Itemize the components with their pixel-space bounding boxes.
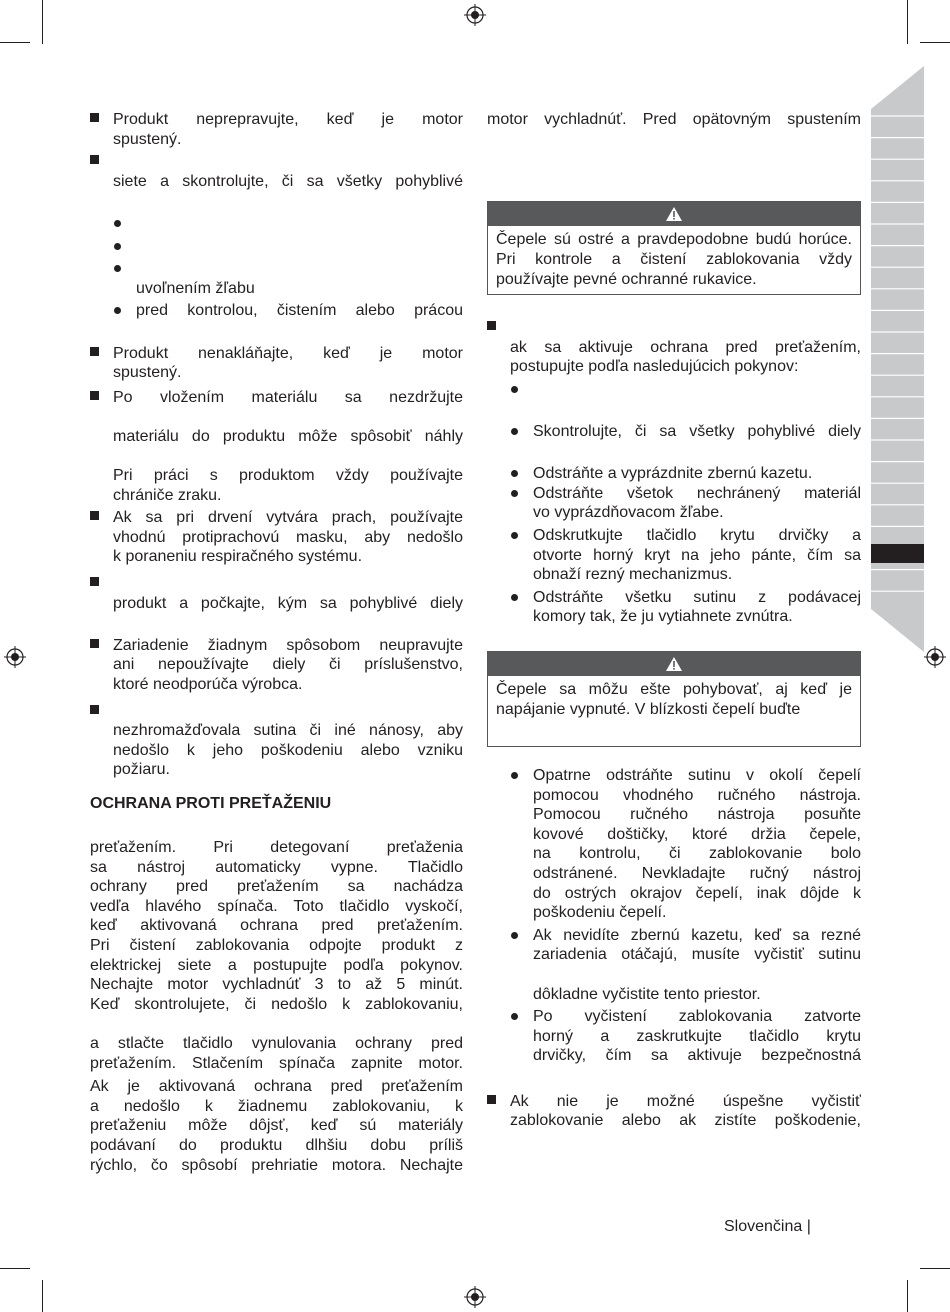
text-line: ani nepoužívajte diely či príslušenstvo, — [113, 656, 463, 674]
sub-bullet — [487, 926, 861, 1004]
registration-mark-icon — [924, 646, 946, 668]
safety-bullet — [90, 574, 463, 633]
crop-mark — [920, 1268, 950, 1269]
text-line: sa nástroj automaticky vypne. Tlačidlo — [90, 858, 463, 876]
warning-text: Čepele sú ostré a pravdepodobne budú horúce. Pri kontrole a čistení zablokovania vždy používajte pevné ochranné rukavice. — [496, 231, 852, 288]
right-column-middle — [487, 318, 861, 627]
text-line: rýchlo, čo spôsobí prehriatie motora. Nechajte — [90, 1156, 463, 1174]
text-line: elektrickej siete a postupujte podľa pokynov. — [90, 956, 463, 974]
crop-mark — [920, 42, 950, 43]
text-line: odstránené. Nevkladajte ručný nástroj — [533, 864, 861, 882]
registration-mark-icon — [464, 1286, 486, 1308]
round-bullet-icon — [511, 386, 518, 393]
page-footer-language: Slovenčina | — [724, 1218, 811, 1235]
text-line: Ak je aktivovaná ochrana pred preťažením — [90, 1078, 463, 1096]
text-line: preťažením. Pri detegovaní preťaženia — [90, 839, 463, 856]
text-line: Opatrne odstráňte sutinu v okolí čepelí — [533, 767, 861, 784]
text-line: Odstráňte všetku sutinu z podávacej — [533, 588, 861, 606]
text-line: siete a skontrolujte, či sa všetky pohyblivé — [113, 172, 463, 190]
crop-mark — [42, 1280, 43, 1312]
text-line: a nedošlo k žiadnemu zablokovaniu, k — [90, 1097, 463, 1115]
square-bullet-icon — [487, 321, 496, 330]
text-line: Odstráňte a vyprázdnite zbernú kazetu. — [533, 465, 813, 483]
text-line: preťaženiu môže dôjsť, keď sú materiály — [90, 1117, 463, 1135]
text-line: horný a zaskrutkujte tlačidlo krytu — [533, 1027, 861, 1045]
square-bullet-icon — [90, 113, 99, 122]
text-line: otvorte horný kryt na jeho pánte, čím sa — [533, 546, 861, 564]
warning-box — [487, 651, 861, 747]
square-bullet-icon — [90, 391, 99, 400]
text-line: Pri čistení zablokovania odpojte produkt z — [90, 936, 463, 954]
crop-mark — [0, 42, 30, 43]
round-bullet-icon — [511, 490, 518, 497]
text-line: Nechajte motor vychladnúť 3 to až 5 minút. — [90, 976, 463, 994]
sub-bullet — [90, 237, 463, 257]
sub-bullet — [487, 526, 861, 585]
text-line: Po vyčistení zablokovania zatvorte — [533, 1008, 861, 1026]
text-line: ak sa aktivuje ochrana pred preťažením, — [510, 338, 861, 356]
sub-bullet — [487, 464, 861, 484]
right-column-top — [487, 110, 861, 130]
text-line: nedošlo k jeho poškodeniu alebo vzniku — [113, 741, 463, 759]
text-line: motor vychladnúť. Pred opätovným spustením — [487, 111, 861, 128]
text-line: Ak nevidíte zbernú kazetu, keď sa rezné — [533, 926, 861, 944]
text-line: dôkladne vyčistite tento priestor. — [533, 985, 761, 1003]
text-line: vedľa hlavého spínača. Toto tlačidlo vyskočí, — [90, 897, 463, 915]
text-line: uvoľnením žľabu — [136, 279, 255, 297]
sub-bullet — [487, 766, 861, 923]
right-column-bottom — [487, 766, 861, 1131]
left-column — [90, 110, 463, 1175]
registration-mark-icon — [464, 4, 486, 26]
round-bullet-icon — [114, 265, 121, 272]
sub-bullet — [487, 588, 861, 627]
sub-bullet — [487, 380, 861, 419]
text-line: kovové doštičky, ktoré držia čepele, — [533, 825, 861, 843]
text-line: obnaží rezný mechanizmus. — [533, 566, 733, 584]
section-heading: OCHRANA PROTI PREŤAŽENIU — [90, 795, 332, 812]
warning-header — [488, 202, 860, 226]
warning-header — [488, 652, 860, 676]
text-line: produkt a počkajte, kým sa pohyblivé diely — [113, 594, 463, 612]
paragraph — [90, 1077, 463, 1175]
round-bullet-icon — [511, 532, 518, 539]
text-line: Ak sa pri drvení vytvára prach, používajte — [113, 509, 463, 527]
text-line: zablokovanie alebo ak zistíte poškodenie, — [510, 1112, 861, 1130]
round-bullet-icon — [511, 594, 518, 601]
round-bullet-icon — [114, 220, 121, 227]
text-line: komory tak, že ju vytiahnete zvnútra. — [533, 608, 793, 626]
sub-bullet — [487, 484, 861, 523]
square-bullet-icon — [90, 639, 99, 648]
square-bullet-icon — [90, 511, 99, 520]
text-line: Po vložením materiálu sa nezdržujte — [113, 388, 463, 406]
text-line: Produkt neprepravujte, keď je motor — [113, 111, 463, 128]
text-line: Zariadenie žiadnym spôsobom neupravujte — [113, 636, 463, 654]
text-line: Pomocou ručného nástroja posuňte — [533, 806, 861, 824]
text-line: vhodnú protiprachovú masku, aby nedošlo — [113, 528, 463, 546]
language-tab-active — [871, 544, 924, 563]
crop-mark — [907, 0, 908, 44]
safety-bullet — [90, 636, 463, 695]
text-line: keď aktivovaná ochrana pred preťažením. — [90, 917, 463, 935]
text-line: a stlačte tlačidlo vynulovania ochrany pred — [90, 1034, 463, 1052]
text-line: Keď skontrolujete, či nedošlo k zablokovaniu, — [90, 995, 463, 1013]
text-line: nezhromažďovala sutina či iné nánosy, aby — [113, 722, 463, 740]
paragraph — [90, 838, 463, 1073]
text-line: pred kontrolou, čistením alebo prácou — [136, 302, 463, 320]
text-line: spustený. — [113, 364, 182, 382]
round-bullet-icon — [511, 932, 518, 939]
text-line: Pri práci s produktom vždy používajte — [113, 467, 463, 485]
safety-bullet — [90, 702, 463, 780]
round-bullet-icon — [511, 772, 518, 779]
safety-bullet — [487, 1092, 861, 1131]
square-bullet-icon — [90, 577, 99, 586]
safety-bullet — [90, 388, 463, 506]
sub-bullet — [90, 214, 463, 234]
text-line: materiálu do produktu môže spôsobiť náhly — [113, 427, 463, 445]
text-line: na kontrolu, či zablokovanie bolo — [533, 845, 861, 863]
text-line: poškodeniu čepelí. — [533, 904, 667, 922]
text-line: zariadenia otáčajú, musíte vyčistiť sutinu — [533, 946, 861, 964]
text-line: vo vyprázdňovacom žľabe. — [533, 504, 724, 522]
text-line: ochrany pred preťažením sa nachádza — [90, 878, 463, 896]
sub-bullet — [487, 422, 861, 461]
sub-bullet — [487, 1007, 861, 1085]
round-bullet-icon — [114, 243, 121, 250]
registration-mark-icon — [4, 646, 26, 668]
square-bullet-icon — [90, 155, 99, 164]
text-line: Skontrolujte, či sa všetky pohyblivé diely — [533, 422, 861, 440]
warning-text: Čepele sa môžu ešte pohybovať, aj keď je napájanie vypnuté. V blízkosti čepelí buďte — [496, 681, 852, 718]
text-line: spustený. — [113, 130, 182, 148]
warning-triangle-icon — [665, 656, 683, 672]
round-bullet-icon — [511, 470, 518, 477]
text-line: Ak nie je možné úspešne vyčistiť — [510, 1092, 861, 1110]
text-line: požiaru. — [113, 761, 170, 779]
language-tab-strip — [871, 66, 924, 652]
crop-mark — [42, 0, 43, 44]
square-bullet-icon — [90, 347, 99, 356]
text-line: Odskrutkujte tlačidlo krytu drvičky a — [533, 526, 861, 544]
round-bullet-icon — [511, 1013, 518, 1020]
round-bullet-icon — [511, 428, 518, 435]
text-line: podávaní do produktu dlhšiu dobu príliš — [90, 1136, 463, 1154]
text-line: k poraneniu respiračného systému. — [113, 548, 363, 566]
square-bullet-icon — [487, 1095, 496, 1104]
safety-bullet — [90, 110, 463, 149]
safety-bullet — [487, 318, 861, 377]
text-line: ktoré neodporúča výrobca. — [113, 676, 303, 694]
safety-bullet — [90, 508, 463, 567]
square-bullet-icon — [90, 705, 99, 714]
crop-mark — [0, 1268, 30, 1269]
text-line: pomocou vhodného ručného nástroja. — [533, 786, 861, 804]
sub-bullet — [90, 301, 463, 340]
round-bullet-icon — [114, 307, 121, 314]
text-line: chrániče zraku. — [113, 486, 222, 504]
text-line: Produkt nenakláňajte, keď je motor — [113, 344, 463, 362]
safety-bullet — [90, 152, 463, 191]
text-line: do ostrých okrajov čepelí, inak dôjde k — [533, 884, 861, 902]
text-line: drvičky, čím sa aktivuje bezpečnostná — [533, 1047, 861, 1065]
crop-mark — [907, 1280, 908, 1312]
text-line: postupujte podľa nasledujúcich pokynov: — [510, 358, 799, 376]
safety-bullet — [90, 344, 463, 383]
warning-box — [487, 201, 861, 295]
warning-triangle-icon — [665, 206, 683, 222]
text-line: preťažením. Stlačením spínača zapnite motor. — [90, 1054, 463, 1072]
text-line: Odstráňte všetok nechránený materiál — [533, 484, 861, 502]
sub-bullet — [90, 259, 463, 298]
